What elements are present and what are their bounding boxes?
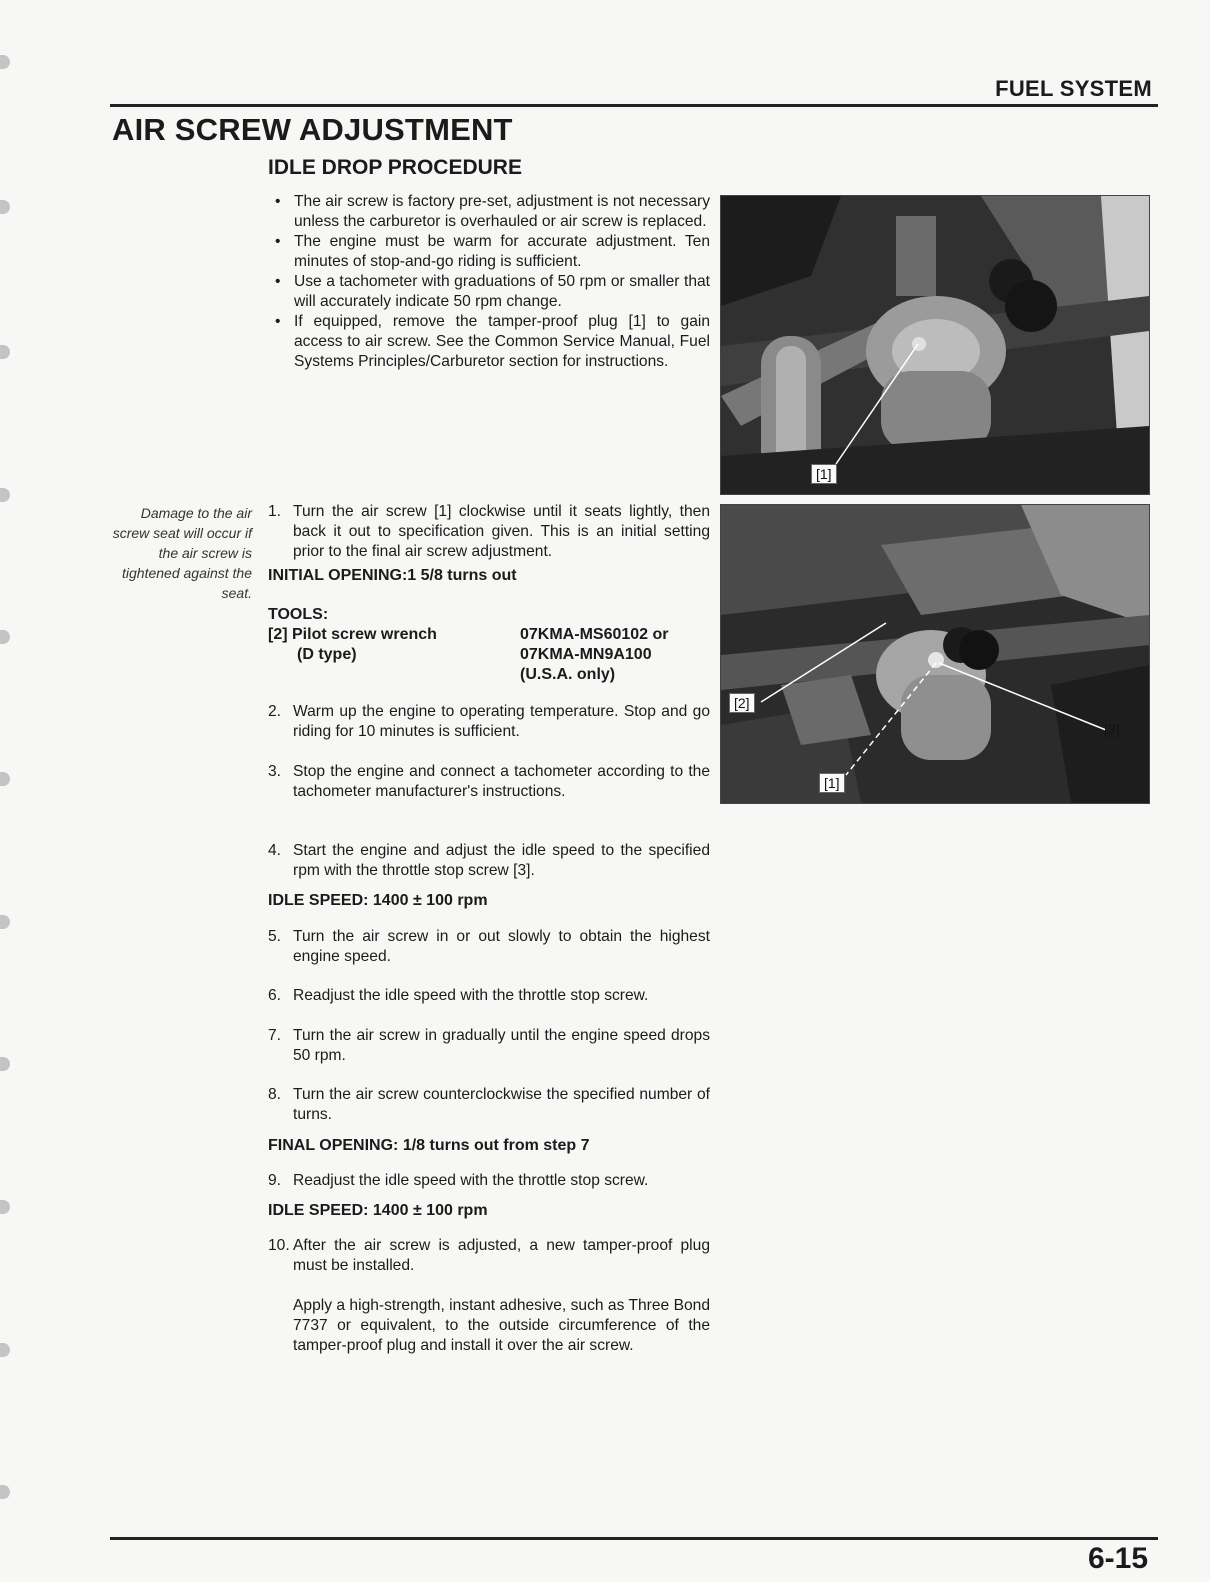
tool-part-number-alt: 07KMA-MN9A100 bbox=[520, 646, 652, 663]
note-item: • The air screw is factory pre-set, adjustment is not necessary unless the carburetor is overhauled or air screw is replaced. bbox=[270, 192, 710, 232]
tool-type: (D type) bbox=[297, 646, 357, 663]
carburetor-photo-1 bbox=[720, 195, 1150, 495]
step-number: 6. bbox=[268, 987, 282, 1004]
step-number: 4. bbox=[268, 842, 282, 859]
step-number: 2. bbox=[268, 703, 282, 720]
callout-pilot-screw-wrench: [2] bbox=[729, 693, 755, 713]
binder-hole bbox=[0, 55, 10, 69]
tool-region: (U.S.A. only) bbox=[520, 666, 616, 683]
note-item: • The engine must be warm for accurate adjustment. Ten minutes of stop-and-go riding is sufficient. bbox=[270, 232, 710, 272]
step-number: 9. bbox=[268, 1172, 282, 1189]
step-text: Readjust the idle speed with the throttle stop screw. bbox=[293, 987, 649, 1004]
step-3 bbox=[268, 762, 710, 802]
carburetor-photo-2 bbox=[720, 504, 1150, 804]
callout-air-screw: [1] bbox=[811, 464, 837, 484]
step-1 bbox=[268, 502, 710, 562]
binder-hole bbox=[0, 488, 10, 502]
step-9 bbox=[268, 1171, 710, 1191]
page-title: AIR SCREW ADJUSTMENT bbox=[112, 112, 513, 147]
step-10-extra bbox=[268, 1296, 710, 1356]
step-number: 7. bbox=[268, 1027, 282, 1044]
note-item: • If equipped, remove the tamper-proof plug [1] to gain access to air screw. See the Common Service Manual, Fuel Systems Principles/Carburetor section for instructions. bbox=[270, 312, 710, 372]
step-8 bbox=[268, 1085, 710, 1125]
binder-hole bbox=[0, 1057, 10, 1071]
tools-heading: TOOLS: bbox=[268, 606, 329, 623]
tool-part-number: 07KMA-MS60102 or bbox=[520, 626, 669, 643]
step-number: 1. bbox=[268, 503, 282, 520]
adhesive-instructions: Apply a high-strength, instant adhesive, such as Three Bond 7737 or equivalent, to the outside circumference of the tamper-proof plug and install it over the air screw. bbox=[293, 1297, 710, 1354]
callout-throttle-stop-screw: [3] bbox=[1104, 721, 1120, 737]
step-number: 10. bbox=[268, 1237, 290, 1254]
step-text: Readjust the idle speed with the throttle stop screw. bbox=[293, 1172, 649, 1189]
step-4 bbox=[268, 841, 710, 881]
binder-hole bbox=[0, 915, 10, 929]
idle-speed-spec-final: IDLE SPEED: 1400 ± 100 rpm bbox=[268, 1202, 488, 1219]
step-2 bbox=[268, 702, 710, 742]
step-text: Turn the air screw in gradually until the engine speed drops 50 rpm. bbox=[293, 1027, 710, 1064]
footer-rule bbox=[110, 1537, 1158, 1540]
binder-hole bbox=[0, 1485, 10, 1499]
final-opening-spec: FINAL OPENING: 1/8 turns out from step 7 bbox=[268, 1137, 590, 1154]
step-text: Warm up the engine to operating temperature. Stop and go riding for 10 minutes is sufficient. bbox=[293, 703, 710, 740]
section-title: FUEL SYSTEM bbox=[995, 76, 1152, 101]
binder-hole bbox=[0, 200, 10, 214]
step-5 bbox=[268, 927, 710, 967]
binder-hole bbox=[0, 772, 10, 786]
step-10 bbox=[268, 1236, 710, 1276]
step-text: Turn the air screw counterclockwise the specified number of turns. bbox=[293, 1086, 710, 1123]
step-6 bbox=[268, 986, 710, 1006]
header-rule bbox=[110, 104, 1158, 107]
notes-list bbox=[270, 192, 710, 372]
carburetor-photo-2-image bbox=[721, 505, 1149, 803]
step-number: 3. bbox=[268, 763, 282, 780]
idle-speed-spec: IDLE SPEED: 1400 ± 100 rpm bbox=[268, 892, 488, 909]
step-text: Turn the air screw in or out slowly to obtain the highest engine speed. bbox=[293, 928, 710, 965]
step-number: 8. bbox=[268, 1086, 282, 1103]
tools-block bbox=[268, 605, 718, 685]
binder-hole bbox=[0, 630, 10, 644]
step-7 bbox=[268, 1026, 710, 1066]
initial-opening-spec: INITIAL OPENING:1 5/8 turns out bbox=[268, 567, 517, 584]
step-text: Stop the engine and connect a tachometer according to the tachometer manufacturer's instructions. bbox=[293, 763, 710, 800]
step-text: Turn the air screw [1] clockwise until it seats lightly, then back it out to specification given. This is an initial setting prior to the final air screw adjustment. bbox=[293, 503, 710, 560]
note-item: • Use a tachometer with graduations of 50 rpm or smaller that will accurately indicate 50 rpm change. bbox=[270, 272, 710, 312]
binder-hole bbox=[0, 1200, 10, 1214]
step-number: 5. bbox=[268, 928, 282, 945]
callout-air-screw: [1] bbox=[819, 773, 845, 793]
binder-hole bbox=[0, 345, 10, 359]
page-number: 6-15 bbox=[1087, 1542, 1148, 1575]
step-text: Start the engine and adjust the idle speed to the specified rpm with the throttle stop screw [3]. bbox=[293, 842, 710, 879]
tool-name: [2] Pilot screw wrench bbox=[268, 626, 437, 643]
caution-note: Damage to the air screw seat will occur if the air screw is tightened against the seat. bbox=[112, 505, 252, 601]
procedure-title: IDLE DROP PROCEDURE bbox=[268, 156, 522, 179]
step-text: After the air screw is adjusted, a new tamper-proof plug must be installed. bbox=[293, 1237, 710, 1274]
carburetor-photo-1-image bbox=[721, 196, 1149, 494]
binder-hole bbox=[0, 1343, 10, 1357]
